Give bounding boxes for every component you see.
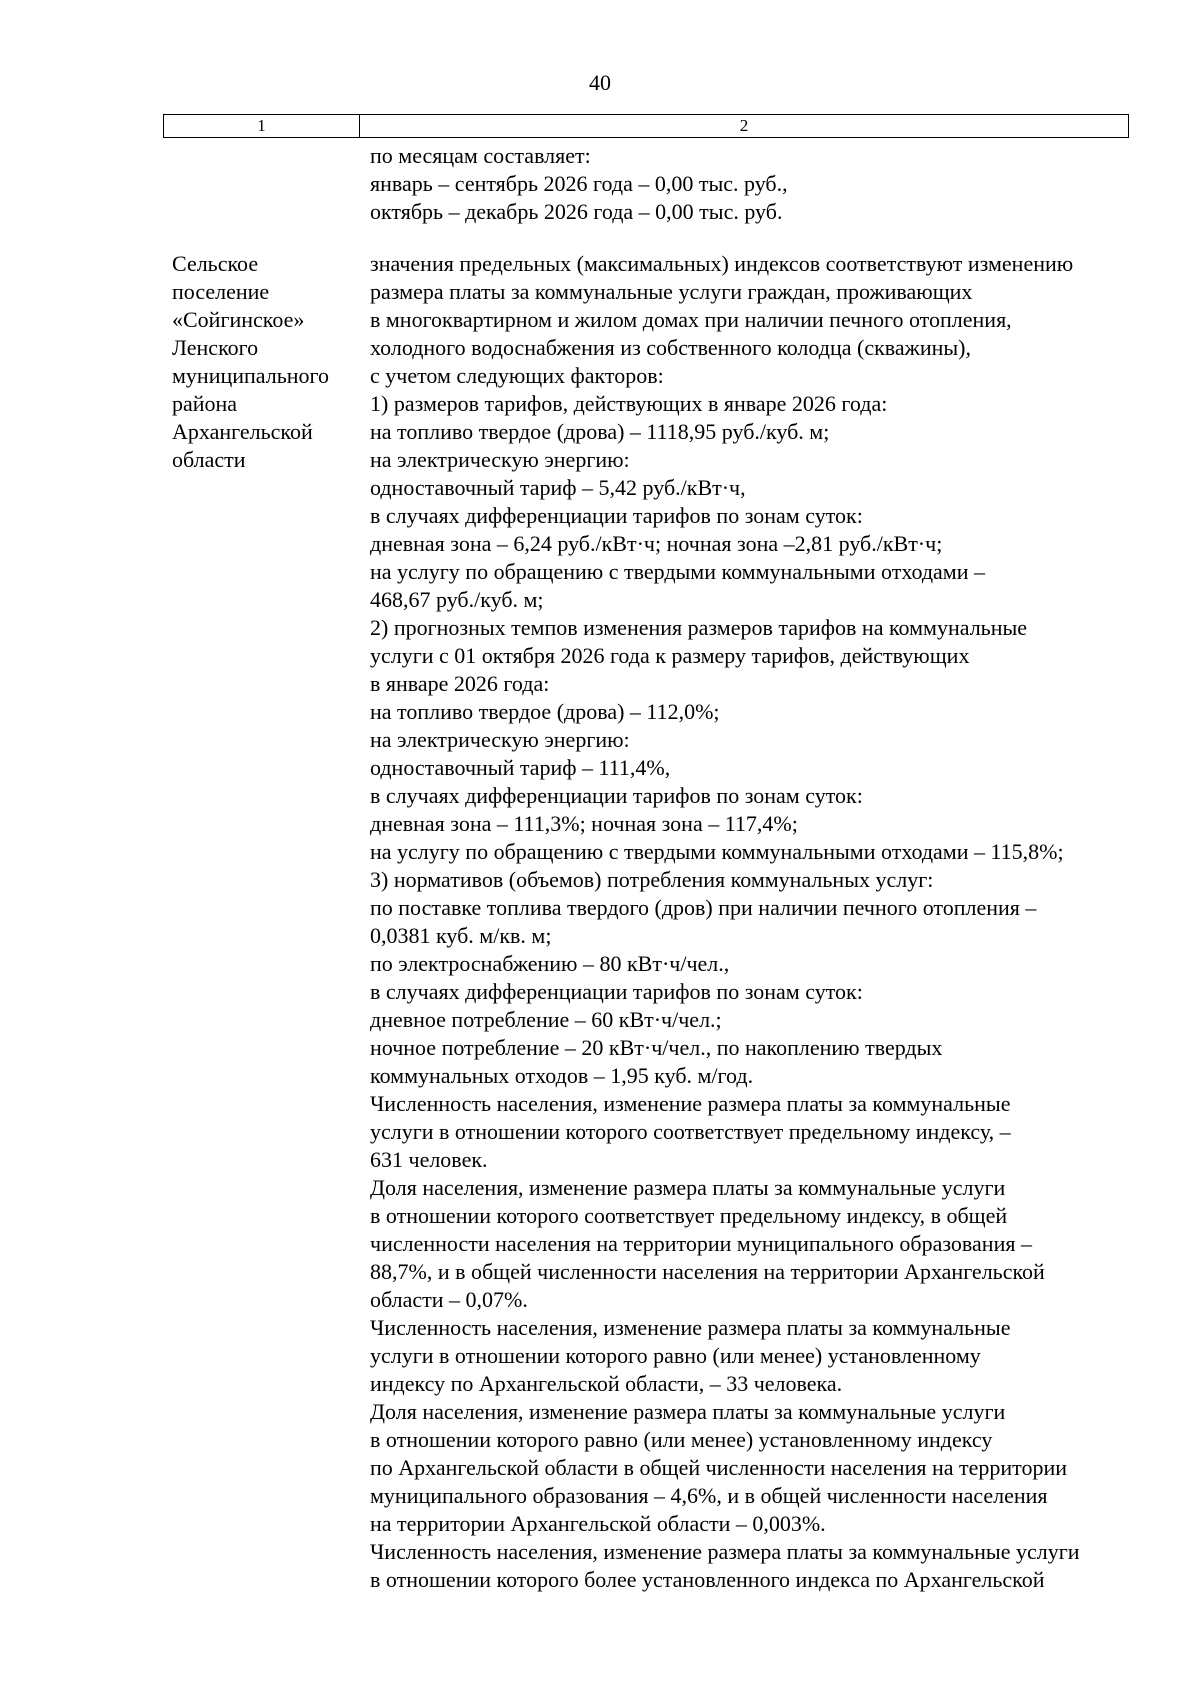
text-line: численности населения на территории муниципального образования – (370, 1231, 1032, 1256)
text-line: 631 человек. (370, 1147, 488, 1172)
municipality-line: Сельское (172, 251, 259, 276)
municipality-line: муниципального (172, 363, 330, 388)
text-line: 88,7%, и в общей численности населения на территории Архангельской (370, 1259, 1045, 1284)
text-line: на услугу по обращению с твердыми коммунальными отходами – 115,8%; (370, 839, 1064, 864)
text-line: на топливо твердое (дрова) – 1118,95 руб./куб. м; (370, 419, 830, 444)
text-line: услуги в отношении которого равно (или менее) установленному (370, 1343, 981, 1368)
text-line: дневная зона – 111,3%; ночная зона – 117,4%; (370, 811, 798, 836)
text-line: ночное потребление – 20 кВт·ч/чел., по накоплению твердых (370, 1035, 943, 1060)
text-line: холодного водоснабжения из собственного колодца (скважины), (370, 335, 971, 360)
text-line: по Архангельской области в общей численности населения на территории (370, 1455, 1068, 1480)
text-line: в отношении которого равно (или менее) установленному индексу (370, 1427, 993, 1452)
text-line: в январе 2026 года: (370, 671, 550, 696)
text-line: октябрь – декабрь 2026 года – 0,00 тыс. руб. (370, 199, 783, 224)
text-line: дневная зона – 6,24 руб./кВт·ч; ночная зона –2,81 руб./кВт·ч; (370, 531, 943, 556)
text-line: в многоквартирном и жилом домах при наличии печного отопления, (370, 307, 1012, 332)
text-line: 2) прогнозных темпов изменения размеров тарифов на коммунальные (370, 615, 1028, 640)
text-line: Численность населения, изменение размера платы за коммунальные (370, 1315, 1011, 1340)
table-header-row (163, 114, 1129, 138)
municipality-line: «Сойгинское» (172, 307, 305, 332)
text-line: размера платы за коммунальные услуги граждан, проживающих (370, 279, 973, 304)
text-line: одноставочный тариф – 5,42 руб./кВт·ч, (370, 475, 746, 500)
text-line: значения предельных (максимальных) индексов соответствуют изменению (370, 251, 1074, 276)
text-line: на территории Архангельской области – 0,003%. (370, 1511, 826, 1536)
text-line: на электрическую энергию: (370, 447, 630, 472)
text-line: индексу по Архангельской области, – 33 человека. (370, 1371, 843, 1396)
table-header-col-2: 2 (739, 116, 749, 135)
text-line: дневное потребление – 60 кВт·ч/чел.; (370, 1007, 722, 1032)
table-header-col-1: 1 (164, 115, 360, 137)
text-line: на электрическую энергию: (370, 727, 630, 752)
text-line: услуги с 01 октября 2026 года к размеру тарифов, действующих (370, 643, 970, 668)
text-line: в случаях дифференциации тарифов по зонам суток: (370, 503, 863, 528)
text-line: области – 0,07%. (370, 1287, 528, 1312)
entry-description (370, 250, 1080, 1594)
text-line: коммунальных отходов – 1,95 куб. м/год. (370, 1063, 754, 1088)
text-line: 468,67 руб./куб. м; (370, 587, 544, 612)
text-line: в случаях дифференциации тарифов по зонам суток: (370, 783, 863, 808)
municipality-name (172, 250, 329, 474)
text-line: одноставочный тариф – 111,4%, (370, 755, 671, 780)
municipality-line: области (172, 447, 246, 472)
text-line: Численность населения, изменение размера платы за коммунальные услуги (370, 1539, 1080, 1564)
municipality-line: Архангельской (172, 419, 313, 444)
text-line: муниципального образования – 4,6%, и в общей численности населения (370, 1483, 1048, 1508)
text-line: январь – сентябрь 2026 года – 0,00 тыс. руб., (370, 171, 788, 196)
text-line: услуги в отношении которого соответствует предельному индексу, – (370, 1119, 1011, 1144)
text-line: Численность населения, изменение размера платы за коммунальные (370, 1091, 1011, 1116)
municipality-line: района (172, 391, 238, 416)
municipality-line: поселение (172, 279, 270, 304)
text-line: Доля населения, изменение размера платы за коммунальные услуги (370, 1175, 1006, 1200)
text-line: в отношении которого более установленного индекса по Архангельской (370, 1567, 1045, 1592)
text-line: в отношении которого соответствует предельному индексу, в общей (370, 1203, 1008, 1228)
text-line: на топливо твердое (дрова) – 112,0%; (370, 699, 720, 724)
text-line: 0,0381 куб. м/кв. м; (370, 923, 552, 948)
text-line: 3) нормативов (объемов) потребления коммунальных услуг: (370, 867, 934, 892)
text-line: 1) размеров тарифов, действующих в январе 2026 года: (370, 391, 888, 416)
text-line: в случаях дифференциации тарифов по зонам суток: (370, 979, 863, 1004)
text-line: с учетом следующих факторов: (370, 363, 664, 388)
municipality-line: Ленского (172, 335, 259, 360)
text-line: по поставке топлива твердого (дров) при наличии печного отопления – (370, 895, 1037, 920)
continuation-text (370, 142, 788, 226)
text-line: на услугу по обращению с твердыми коммунальными отходами – (370, 559, 986, 584)
page-number: 40 (589, 70, 611, 95)
text-line: Доля населения, изменение размера платы за коммунальные услуги (370, 1399, 1006, 1424)
text-line: по электроснабжению – 80 кВт·ч/чел., (370, 951, 730, 976)
text-line: по месяцам составляет: (370, 143, 591, 168)
